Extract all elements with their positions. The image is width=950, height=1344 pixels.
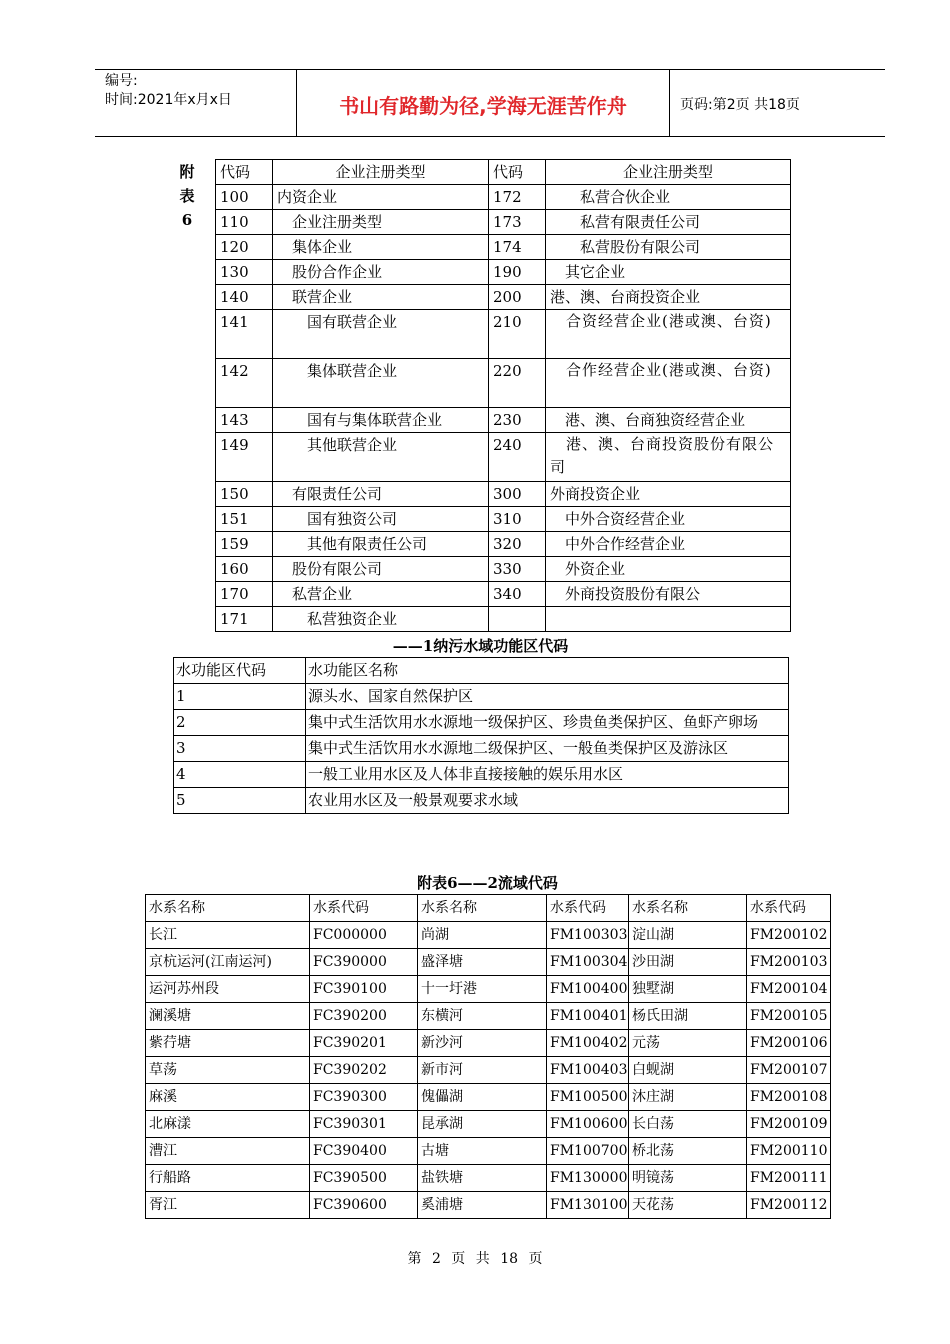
table-cell: 澜溪塘 (146, 1003, 310, 1030)
table-cell: 中外合资经营企业 (546, 507, 791, 532)
table-row (146, 976, 831, 1003)
table-cell: 2 (174, 710, 306, 736)
table-row (146, 1057, 831, 1084)
table-cell: FM200106 (747, 1030, 831, 1057)
table-header-row (174, 658, 789, 684)
table-cell: FC390301 (310, 1111, 418, 1138)
table-cell: 盐铁塘 (418, 1165, 547, 1192)
table-row (174, 762, 789, 788)
table-cell: 水功能区名称 (306, 658, 789, 684)
table-cell: 行船路 (146, 1165, 310, 1192)
table-cell: 173 (489, 210, 546, 235)
table-cell: 长江 (146, 922, 310, 949)
table-row (146, 922, 831, 949)
page-footer: 第 2 页 共 18 页 (407, 1251, 543, 1267)
table-row (216, 408, 791, 433)
table-cell: 141 (216, 310, 273, 359)
table-cell: 130 (216, 260, 273, 285)
table-cell: 120 (216, 235, 273, 260)
table-cell: 其他有限责任公司 (273, 532, 489, 557)
table-row (216, 482, 791, 507)
table-row (146, 1003, 831, 1030)
table-row (216, 607, 791, 632)
table-cell: 水功能区代码 (174, 658, 306, 684)
table-row (146, 1030, 831, 1057)
table-row (146, 1192, 831, 1219)
table-cell: 国有联营企业 (273, 310, 489, 359)
table-cell: 源头水、国家自然保护区 (306, 684, 789, 710)
table-cell: 159 (216, 532, 273, 557)
table-cell: 傀儡湖 (418, 1084, 547, 1111)
table-cell: 北麻漾 (146, 1111, 310, 1138)
table-cell: FC390600 (310, 1192, 418, 1219)
table-cell: FM100500 (547, 1084, 629, 1111)
table-cell: 企业注册类型 (273, 160, 489, 185)
table-row (216, 235, 791, 260)
table-cell: 水系名称 (418, 895, 547, 922)
table-cell: 沙田湖 (629, 949, 747, 976)
table-cell: 昆承湖 (418, 1111, 547, 1138)
table-cell: FC390100 (310, 976, 418, 1003)
table-header-row (216, 160, 791, 185)
table-cell: FM100600 (547, 1111, 629, 1138)
table-cell: 合资经营企业(港或澳、台资) (546, 310, 791, 359)
basin-code-table-title: 附表6——2流域代码 (417, 874, 558, 892)
table-cell: 国有与集体联营企业 (273, 408, 489, 433)
table-row (174, 684, 789, 710)
table-cell: 151 (216, 507, 273, 532)
table-cell: 股份有限公司 (273, 557, 489, 582)
table-row (216, 582, 791, 607)
table-cell: 集体联营企业 (273, 359, 489, 408)
table-cell: FC390500 (310, 1165, 418, 1192)
table-cell: 水系名称 (146, 895, 310, 922)
basin-code-table (145, 894, 831, 1219)
table-row (216, 359, 791, 408)
table-cell: 私营企业 (273, 582, 489, 607)
table-header-row (146, 895, 831, 922)
table-cell: 水系代码 (310, 895, 418, 922)
table-cell: 明镜荡 (629, 1165, 747, 1192)
table-row (174, 710, 789, 736)
table-cell: 230 (489, 408, 546, 433)
table-cell: FC390000 (310, 949, 418, 976)
table-cell: FM200111 (747, 1165, 831, 1192)
table-row (146, 1084, 831, 1111)
table-cell: 160 (216, 557, 273, 582)
table-cell: 集体企业 (273, 235, 489, 260)
table-cell: 代码 (216, 160, 273, 185)
table-cell: 农业用水区及一般景观要求水域 (306, 788, 789, 814)
water-function-table (173, 657, 789, 814)
table-cell: 外商投资股份有限公 (546, 582, 791, 607)
header-top-rule (95, 69, 885, 70)
header-page-label: 页码:第2页 共18页 (680, 97, 800, 113)
table-row (216, 532, 791, 557)
table-cell: 水系代码 (547, 895, 629, 922)
side-label (176, 160, 198, 232)
table-cell: 中外合作经营企业 (546, 532, 791, 557)
table-cell: FM100304 (547, 949, 629, 976)
table-cell: 310 (489, 507, 546, 532)
table-cell: 奚浦塘 (418, 1192, 547, 1219)
table-cell: 300 (489, 482, 546, 507)
table-cell: 174 (489, 235, 546, 260)
table-cell: 171 (216, 607, 273, 632)
table-cell (546, 607, 791, 632)
table-cell: 100 (216, 185, 273, 210)
table-cell: 210 (489, 310, 546, 359)
table-cell: 143 (216, 408, 273, 433)
table-cell: FM100303 (547, 922, 629, 949)
table-cell: 企业注册类型 (546, 160, 791, 185)
table-cell: 沐庄湖 (629, 1084, 747, 1111)
table-cell: 胥江 (146, 1192, 310, 1219)
table-cell: FM200109 (747, 1111, 831, 1138)
table-cell: FM200112 (747, 1192, 831, 1219)
header-bottom-rule (95, 136, 885, 137)
table-cell: 代码 (489, 160, 546, 185)
table-cell: FM100401 (547, 1003, 629, 1030)
header-meta (105, 72, 232, 110)
table-cell: 港、澳、台商独资经营企业 (546, 408, 791, 433)
table-cell: 172 (489, 185, 546, 210)
table-cell: 古塘 (418, 1138, 547, 1165)
side-label-char: 附 (179, 163, 195, 181)
table-cell: 4 (174, 762, 306, 788)
table-row (216, 185, 791, 210)
table-cell: 110 (216, 210, 273, 235)
table-cell: 港、澳、台商投资企业 (546, 285, 791, 310)
header-motto: 书山有路勤为径,学海无涯苦作舟 (339, 94, 627, 118)
table-cell: FM130100 (547, 1192, 629, 1219)
table-cell: FM100402 (547, 1030, 629, 1057)
table-cell: 320 (489, 532, 546, 557)
table-cell: 独墅湖 (629, 976, 747, 1003)
table-cell: 142 (216, 359, 273, 408)
table-cell: 1 (174, 684, 306, 710)
table-cell: 漕江 (146, 1138, 310, 1165)
table-cell: 新市河 (418, 1057, 547, 1084)
table-cell: 企业注册类型 (273, 210, 489, 235)
table-cell: FC390400 (310, 1138, 418, 1165)
table-cell: 天花荡 (629, 1192, 747, 1219)
table-cell: 有限责任公司 (273, 482, 489, 507)
table-cell: FM100403 (547, 1057, 629, 1084)
code-label: 编号: (105, 73, 138, 89)
side-label-char: 表 (179, 187, 195, 205)
table-cell: 港、澳、台商投资股份有限公司 (546, 433, 791, 482)
table-cell: 股份合作企业 (273, 260, 489, 285)
table-cell: FM200107 (747, 1057, 831, 1084)
table-cell: 170 (216, 582, 273, 607)
table-cell: 盛泽塘 (418, 949, 547, 976)
table-cell: 紫荇塘 (146, 1030, 310, 1057)
table-row (146, 1138, 831, 1165)
side-label-char: 6 (181, 211, 193, 229)
table-cell: 十一圩港 (418, 976, 547, 1003)
table-cell: 私营合伙企业 (546, 185, 791, 210)
table-row (216, 210, 791, 235)
table-cell: 150 (216, 482, 273, 507)
table-cell: FM200105 (747, 1003, 831, 1030)
table-cell: 外资企业 (546, 557, 791, 582)
table-cell: FM200108 (747, 1084, 831, 1111)
table-cell: 私营有限责任公司 (546, 210, 791, 235)
table-cell: 190 (489, 260, 546, 285)
table-cell: 330 (489, 557, 546, 582)
table-cell: 杨氏田湖 (629, 1003, 747, 1030)
water-function-table-title: ——1纳污水域功能区代码 (392, 637, 569, 655)
table-cell: 新沙河 (418, 1030, 547, 1057)
table-cell: FC390300 (310, 1084, 418, 1111)
table-row (216, 433, 791, 482)
enterprise-type-table (215, 159, 791, 632)
table-cell: 草荡 (146, 1057, 310, 1084)
table-cell: 淀山湖 (629, 922, 747, 949)
table-cell: 一般工业用水区及人体非直接接触的娱乐用水区 (306, 762, 789, 788)
table-cell: 140 (216, 285, 273, 310)
table-cell: 麻溪 (146, 1084, 310, 1111)
table-cell: 集中式生活饮用水水源地二级保护区、一般鱼类保护区及游泳区 (306, 736, 789, 762)
table-cell: 其它企业 (546, 260, 791, 285)
table-cell: 白蚬湖 (629, 1057, 747, 1084)
table-cell: FM100400 (547, 976, 629, 1003)
table-cell: 200 (489, 285, 546, 310)
table-row (216, 557, 791, 582)
table-row (146, 1111, 831, 1138)
time-label: 时间:2021年x月x日 (105, 92, 232, 108)
table-cell: FM200104 (747, 976, 831, 1003)
header-divider (669, 69, 670, 136)
table-cell: 国有独资公司 (273, 507, 489, 532)
table-cell: 3 (174, 736, 306, 762)
table-cell: 集中式生活饮用水水源地一级保护区、珍贵鱼类保护区、鱼虾产卵场 (306, 710, 789, 736)
table-cell: 联营企业 (273, 285, 489, 310)
table-cell: 其他联营企业 (273, 433, 489, 482)
table-row (146, 1165, 831, 1192)
table-cell: FM100700 (547, 1138, 629, 1165)
table-cell: 240 (489, 433, 546, 482)
table-row (216, 310, 791, 359)
table-cell: FC390200 (310, 1003, 418, 1030)
table-row (174, 788, 789, 814)
table-row (174, 736, 789, 762)
table-cell (489, 607, 546, 632)
table-cell: 5 (174, 788, 306, 814)
table-cell: FC000000 (310, 922, 418, 949)
table-cell: 内资企业 (273, 185, 489, 210)
table-cell: 220 (489, 359, 546, 408)
table-cell: 尚湖 (418, 922, 547, 949)
table-cell: 元荡 (629, 1030, 747, 1057)
table-cell: FM200102 (747, 922, 831, 949)
table-cell: FC390201 (310, 1030, 418, 1057)
table-cell: 水系代码 (747, 895, 831, 922)
table-cell: 合作经营企业(港或澳、台资) (546, 359, 791, 408)
table-row (216, 260, 791, 285)
table-cell: 运河苏州段 (146, 976, 310, 1003)
table-row (216, 285, 791, 310)
table-cell: FC390202 (310, 1057, 418, 1084)
table-cell: FM200110 (747, 1138, 831, 1165)
table-cell: 340 (489, 582, 546, 607)
table-cell: FM130000 (547, 1165, 629, 1192)
table-cell: 外商投资企业 (546, 482, 791, 507)
table-row (146, 949, 831, 976)
table-row (216, 507, 791, 532)
table-cell: 私营独资企业 (273, 607, 489, 632)
table-cell: 水系名称 (629, 895, 747, 922)
table-cell: 桥北荡 (629, 1138, 747, 1165)
table-cell: 东横河 (418, 1003, 547, 1030)
table-cell: 长白荡 (629, 1111, 747, 1138)
table-cell: 京杭运河(江南运河) (146, 949, 310, 976)
table-cell: 私营股份有限公司 (546, 235, 791, 260)
table-cell: FM200103 (747, 949, 831, 976)
table-cell: 149 (216, 433, 273, 482)
